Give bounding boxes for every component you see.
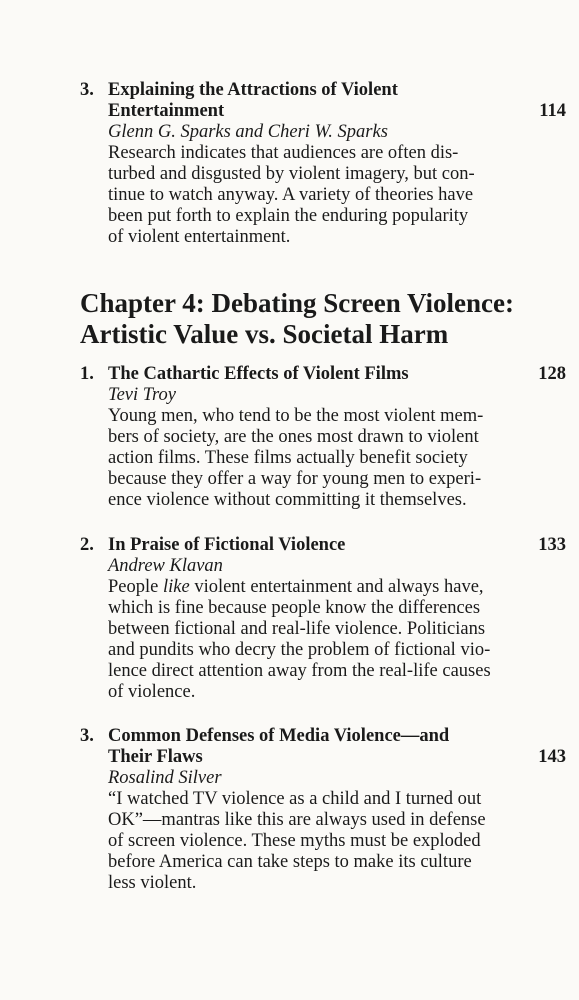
entry-description-line: lence direct attention away from the real-life causes <box>108 661 491 681</box>
entry-page-number[interactable]: 114 <box>539 101 566 121</box>
entry-description-line: bers of society, are the ones most drawn to violent <box>108 427 479 447</box>
entry-title[interactable]: Explaining the Attractions of Violent <box>108 80 398 100</box>
entry-description-line: Research indicates that audiences are often dis- <box>108 143 459 163</box>
entry-description-line: between fictional and real-life violence. Politicians <box>108 619 486 639</box>
entry-author: Tevi Troy <box>108 385 177 405</box>
entry-page-number[interactable]: 133 <box>538 535 566 555</box>
entry-number: 3. <box>80 726 94 746</box>
entry-title[interactable]: In Praise of Fictional Violence <box>108 535 346 555</box>
entry-author: Glenn G. Sparks and Cheri W. Sparks <box>108 122 388 142</box>
entry-description-line: “I watched TV violence as a child and I turned out <box>108 789 482 809</box>
entry-author: Andrew Klavan <box>108 556 223 576</box>
toc-entry-praise-fictional-violence[interactable] <box>80 535 566 707</box>
desc-text: People <box>108 577 163 597</box>
entry-page-number[interactable]: 128 <box>538 364 566 384</box>
entry-description-line: less violent. <box>108 873 197 893</box>
entry-description-line <box>108 577 484 598</box>
toc-entry-common-defenses[interactable] <box>80 726 566 901</box>
entry-title-cont[interactable]: Their Flaws <box>108 747 203 767</box>
entry-description-line: because they offer a way for young men to experi- <box>108 469 482 489</box>
entry-description-line: which is fine because people know the differences <box>108 598 481 618</box>
entry-description-line: OK”—mantras like this are always used in defense <box>108 810 486 830</box>
entry-description-line: ence violence without committing it themselves. <box>108 490 467 510</box>
toc-entry-cathartic-effects[interactable] <box>80 364 566 514</box>
entry-description-line: of screen violence. These myths must be exploded <box>108 831 481 851</box>
toc-entry-explaining-attractions[interactable] <box>80 80 566 255</box>
entry-title[interactable]: The Cathartic Effects of Violent Films <box>108 364 409 384</box>
entry-title[interactable]: Common Defenses of Media Violence—and <box>108 726 450 746</box>
entry-number: 3. <box>80 80 94 100</box>
entry-description-line: of violence. <box>108 682 196 702</box>
entry-description-line: Young men, who tend to be the most violent mem- <box>108 406 484 426</box>
entry-description-line: been put forth to explain the enduring popularity <box>108 206 469 226</box>
entry-author: Rosalind Silver <box>108 768 222 788</box>
entry-description-line: of violent entertainment. <box>108 227 291 247</box>
entry-number: 2. <box>80 535 94 555</box>
entry-description-line: and pundits who decry the problem of fictional vio- <box>108 640 491 660</box>
entry-description-line: tinue to watch anyway. A variety of theories have <box>108 185 474 205</box>
entry-title-cont[interactable]: Entertainment <box>108 101 225 121</box>
chapter-heading-line-1: Chapter 4: Debating Screen Violence: <box>80 288 514 318</box>
desc-text: violent entertainment and always have, <box>189 577 484 597</box>
chapter-heading-line-2: Artistic Value vs. Societal Harm <box>80 319 449 349</box>
entry-page-number[interactable]: 143 <box>538 747 566 767</box>
entry-number: 1. <box>80 364 94 384</box>
desc-emphasis: like <box>162 577 190 597</box>
entry-description-line: action films. These films actually benefit society <box>108 448 468 468</box>
entry-description-line: before America can take steps to make its culture <box>108 852 472 872</box>
entry-description-line: turbed and disgusted by violent imagery, but con- <box>108 164 475 184</box>
